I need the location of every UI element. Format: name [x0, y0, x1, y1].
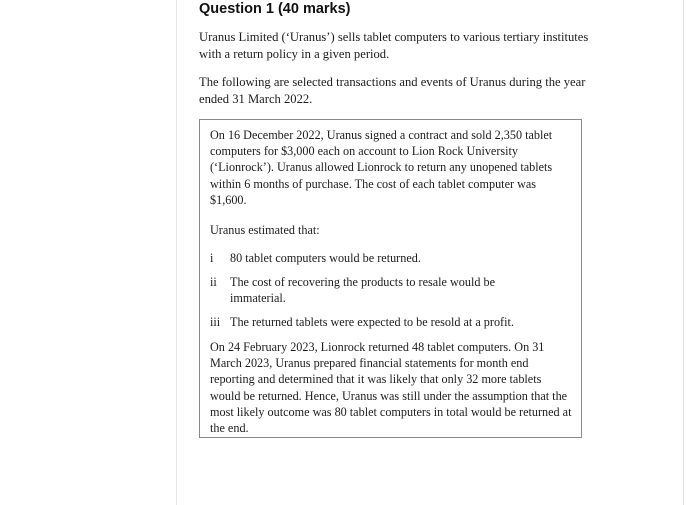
estimate-item-number: i [210, 251, 214, 265]
page-right-edge [683, 0, 684, 505]
estimated-label: Uranus estimated that: [210, 223, 320, 237]
scenario-box [199, 119, 582, 438]
contract-paragraph: On 16 December 2022, Uranus signed a contract and sold 2,350 tablet computers for $3,000 each on account to Lion Rock University (‘Lionrock’). Uranus allowed Lionrock to return any unopened tablets within 6 months of purchase. The cost of each tablet computer was $1,600. [210, 128, 553, 207]
question-title: Question 1 (40 marks) [199, 1, 351, 17]
returns-paragraph: On 24 February 2023, Lionrock returned 48 tablet computers. On 31 March 2023, Uranus prepared financial statements for month end reporting and determined that it was likely that only 32 more tablets would be returned. Hence, Uranus was still under the assumption that the most likely outcome was 80 tablet computers in total would be returned at the end. [210, 340, 572, 436]
estimate-item-text: 80 tablet computers would be returned. [230, 251, 421, 265]
intro-paragraph: Uranus Limited (‘Uranus’) sells tablet computers to various tertiary institutes with a return policy in a given period. [199, 30, 589, 61]
estimate-item-text: The cost of recovering the products to resale would be immaterial. [230, 275, 495, 306]
estimate-item-text: The returned tablets were expected to be resold at a profit. [230, 315, 514, 329]
lead-paragraph: The following are selected transactions and events of Uranus during the year ended 31 March 2022. [199, 75, 586, 106]
estimate-item-number: ii [210, 275, 217, 289]
page-left-edge [176, 0, 177, 505]
estimate-item-number: iii [210, 315, 221, 329]
